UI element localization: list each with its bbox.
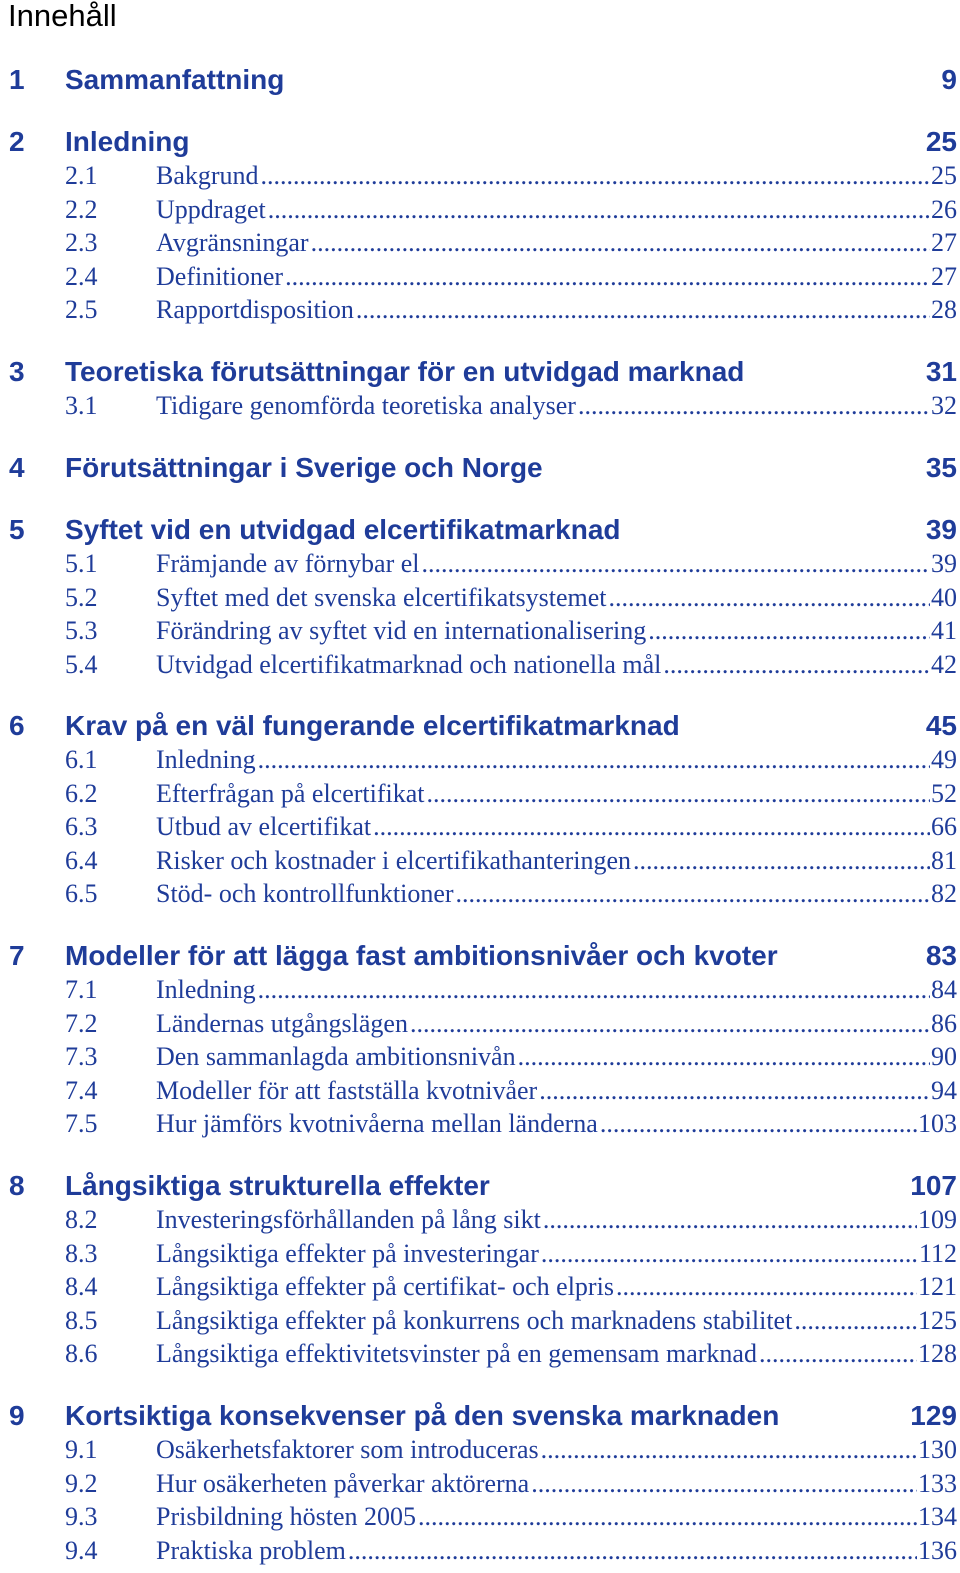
toc-section-entry[interactable]	[0, 1337, 960, 1371]
section-page-number: 49	[931, 745, 957, 774]
chapter-page-number: 39	[925, 514, 957, 545]
section-title: Förändring av syftet vid en internationalisering	[156, 616, 647, 645]
section-leader-line	[156, 260, 957, 294]
section-title: Främjande av förnybar el	[156, 549, 420, 578]
section-title: Stöd- och kontrollfunktioner	[156, 879, 454, 908]
toc-chapter-entry[interactable]	[0, 1168, 960, 1204]
section-title: Den sammanlagda ambitionsnivån	[156, 1042, 516, 1071]
toc-chapter-entry[interactable]	[0, 938, 960, 974]
section-number: 8.2	[65, 1205, 98, 1234]
section-leader-line	[156, 1270, 957, 1304]
dot-leader	[609, 581, 930, 615]
section-title: Avgränsningar	[156, 228, 309, 257]
section-number: 6.5	[65, 879, 98, 908]
dot-leader	[543, 1203, 917, 1237]
dot-leader	[794, 1304, 917, 1338]
section-page-number: 28	[931, 295, 957, 324]
dot-leader	[356, 293, 930, 327]
section-page-number: 112	[918, 1239, 957, 1268]
section-title: Rapportdisposition	[156, 295, 354, 324]
section-page-number: 27	[931, 262, 957, 291]
section-number: 2.1	[65, 161, 98, 190]
section-leader-line	[156, 1500, 957, 1534]
chapter-page-number: 107	[910, 1170, 957, 1201]
toc-section-entry[interactable]	[0, 547, 960, 581]
chapter-title: Teoretiska förutsättningar för en utvidgad marknad	[65, 356, 745, 387]
section-title: Långsiktiga effektivitetsvinster på en gemensam marknad	[156, 1339, 757, 1368]
section-page-number: 84	[931, 975, 957, 1004]
toc-section-entry[interactable]	[0, 743, 960, 777]
section-title: Långsiktiga effekter på certifikat- och elpris	[156, 1272, 614, 1301]
chapter-number: 4	[9, 452, 25, 483]
section-number: 5.1	[65, 549, 98, 578]
chapter-page-number: 35	[925, 452, 957, 483]
toc-chapter-entry[interactable]	[0, 354, 960, 390]
dot-leader	[422, 547, 930, 581]
section-leader-line	[156, 1074, 957, 1108]
toc-section-entry[interactable]	[0, 1534, 960, 1568]
section-title: Syftet med det svenska elcertifikatsystemet	[156, 583, 607, 612]
section-leader-line	[156, 293, 957, 327]
section-leader-line	[156, 877, 957, 911]
section-leader-line	[156, 743, 957, 777]
section-page-number: 26	[931, 195, 957, 224]
chapter-title: Modeller för att lägga fast ambitionsnivåer och kvoter	[65, 940, 778, 971]
section-number: 2.5	[65, 295, 98, 324]
chapter-page-number: 45	[925, 710, 957, 741]
toc-section-entry[interactable]	[0, 1500, 960, 1534]
chapter-title: Krav på en väl fungerande elcertifikatmarknad	[65, 710, 680, 741]
section-number: 2.4	[65, 262, 98, 291]
dot-leader	[759, 1337, 917, 1371]
toc-section-entry[interactable]	[0, 1304, 960, 1338]
toc-section-entry[interactable]	[0, 1007, 960, 1041]
section-leader-line	[156, 1467, 957, 1501]
chapter-number: 1	[9, 64, 25, 95]
toc-section-entry[interactable]	[0, 293, 960, 327]
section-number: 5.4	[65, 650, 98, 679]
section-number: 9.2	[65, 1469, 98, 1498]
chapter-number: 3	[9, 356, 25, 387]
dot-leader	[261, 159, 930, 193]
section-leader-line	[156, 1040, 957, 1074]
section-title: Praktiska problem	[156, 1536, 346, 1565]
page-title: Innehåll	[8, 0, 117, 33]
section-leader-line	[156, 1433, 957, 1467]
section-title: Hur jämförs kvotnivåerna mellan länderna	[156, 1109, 598, 1138]
section-title: Inledning	[156, 745, 256, 774]
toc-section-entry[interactable]	[0, 159, 960, 193]
chapter-page-number: 9	[941, 64, 957, 95]
section-page-number: 66	[931, 812, 957, 841]
section-leader-line	[156, 1337, 957, 1371]
section-page-number: 130	[918, 1435, 957, 1464]
section-leader-line	[156, 614, 957, 648]
section-number: 9.3	[65, 1502, 98, 1531]
section-leader-line	[156, 1007, 957, 1041]
toc-section-entry[interactable]	[0, 1433, 960, 1467]
section-number: 6.1	[65, 745, 98, 774]
section-number: 9.4	[65, 1536, 98, 1565]
section-title: Utvidgad elcertifikatmarknad och nationella mål	[156, 650, 662, 679]
section-number: 7.2	[65, 1009, 98, 1038]
chapter-number: 9	[9, 1400, 25, 1431]
dot-leader	[456, 877, 930, 911]
section-leader-line	[156, 1237, 957, 1271]
dot-leader	[541, 1237, 918, 1271]
chapter-page-number: 31	[925, 356, 957, 387]
section-page-number: 41	[931, 616, 957, 645]
dot-leader	[410, 1007, 930, 1041]
section-page-number: 136	[918, 1536, 957, 1565]
toc-section-entry[interactable]	[0, 1040, 960, 1074]
section-number: 8.3	[65, 1239, 98, 1268]
section-page-number: 90	[931, 1042, 957, 1071]
chapter-page-number: 83	[925, 940, 957, 971]
section-number: 5.2	[65, 583, 98, 612]
chapter-page-number: 25	[925, 126, 957, 157]
section-page-number: 32	[931, 391, 957, 420]
section-leader-line	[156, 810, 957, 844]
section-leader-line	[156, 581, 957, 615]
section-page-number: 27	[931, 228, 957, 257]
section-leader-line	[156, 159, 957, 193]
section-leader-line	[156, 648, 957, 682]
section-page-number: 25	[931, 161, 957, 190]
section-page-number: 81	[931, 846, 957, 875]
chapter-number: 6	[9, 710, 25, 741]
toc-section-entry[interactable]	[0, 260, 960, 294]
section-leader-line	[156, 1304, 957, 1338]
toc-chapter-entry[interactable]	[0, 124, 960, 160]
toc-section-entry[interactable]	[0, 1203, 960, 1237]
dot-leader	[648, 614, 930, 648]
section-leader-line	[156, 1534, 957, 1568]
section-leader-line	[156, 777, 957, 811]
section-number: 6.4	[65, 846, 98, 875]
toc-chapter-entry[interactable]	[0, 62, 960, 98]
section-page-number: 121	[918, 1272, 957, 1301]
toc-chapter-entry[interactable]	[0, 450, 960, 486]
section-page-number: 103	[918, 1109, 957, 1138]
toc-section-entry[interactable]	[0, 226, 960, 260]
section-leader-line	[156, 1203, 957, 1237]
section-title: Inledning	[156, 975, 256, 1004]
section-page-number: 125	[918, 1306, 957, 1335]
dot-leader	[258, 743, 930, 777]
dot-leader	[541, 1433, 917, 1467]
chapter-title: Sammanfattning	[65, 64, 285, 95]
toc-section-entry[interactable]	[0, 1074, 960, 1108]
section-title: Uppdraget	[156, 195, 266, 224]
section-page-number: 86	[931, 1009, 957, 1038]
dot-leader	[518, 1040, 930, 1074]
dot-leader	[616, 1270, 917, 1304]
chapter-number: 5	[9, 514, 25, 545]
section-number: 7.1	[65, 975, 98, 1004]
section-number: 8.4	[65, 1272, 98, 1301]
chapter-title: Förutsättningar i Sverige och Norge	[65, 452, 543, 483]
chapter-title: Långsiktiga strukturella effekter	[65, 1170, 490, 1201]
section-number: 9.1	[65, 1435, 98, 1464]
toc-section-entry[interactable]	[0, 648, 960, 682]
section-page-number: 40	[931, 583, 957, 612]
chapter-title: Inledning	[65, 126, 190, 157]
section-page-number: 133	[918, 1469, 957, 1498]
dot-leader	[531, 1467, 917, 1501]
chapter-number: 2	[9, 126, 25, 157]
toc-section-entry[interactable]	[0, 389, 960, 423]
toc-section-entry[interactable]	[0, 193, 960, 227]
toc-section-entry[interactable]	[0, 777, 960, 811]
section-page-number: 82	[931, 879, 957, 908]
dot-leader	[663, 648, 930, 682]
dot-leader	[373, 810, 930, 844]
section-leader-line	[156, 1107, 957, 1141]
section-page-number: 128	[918, 1339, 957, 1368]
section-page-number: 39	[931, 549, 957, 578]
toc-section-entry[interactable]	[0, 844, 960, 878]
toc-section-entry[interactable]	[0, 1107, 960, 1141]
dot-leader	[633, 844, 930, 878]
toc-section-entry[interactable]	[0, 1467, 960, 1501]
section-leader-line	[156, 547, 957, 581]
section-number: 7.3	[65, 1042, 98, 1071]
section-title: Långsiktiga effekter på investeringar	[156, 1239, 539, 1268]
toc-chapter-entry[interactable]	[0, 708, 960, 744]
section-title: Långsiktiga effekter på konkurrens och marknadens stabilitet	[156, 1306, 793, 1335]
section-number: 3.1	[65, 391, 98, 420]
toc-section-entry[interactable]	[0, 1270, 960, 1304]
section-number: 7.4	[65, 1076, 98, 1105]
section-title: Hur osäkerheten påverkar aktörerna	[156, 1469, 530, 1498]
section-title: Osäkerhetsfaktorer som introduceras	[156, 1435, 539, 1464]
section-page-number: 94	[931, 1076, 957, 1105]
dot-leader	[427, 777, 931, 811]
dot-leader	[258, 973, 930, 1007]
section-title: Prisbildning hösten 2005	[156, 1502, 417, 1531]
section-title: Ländernas utgångslägen	[156, 1009, 408, 1038]
toc-chapter-entry[interactable]	[0, 1398, 960, 1434]
chapter-number: 7	[9, 940, 25, 971]
dot-leader	[578, 389, 930, 423]
section-number: 5.3	[65, 616, 98, 645]
dot-leader	[418, 1500, 917, 1534]
section-leader-line	[156, 844, 957, 878]
toc-section-entry[interactable]	[0, 877, 960, 911]
section-page-number: 52	[931, 779, 957, 808]
dot-leader	[311, 226, 930, 260]
dot-leader	[285, 260, 930, 294]
section-title: Bakgrund	[156, 161, 259, 190]
chapter-number: 8	[9, 1170, 25, 1201]
section-title: Tidigare genomförda teoretiska analyser	[156, 391, 576, 420]
section-leader-line	[156, 226, 957, 260]
section-page-number: 42	[931, 650, 957, 679]
section-page-number: 109	[918, 1205, 957, 1234]
section-title: Definitioner	[156, 262, 284, 291]
chapter-page-number: 129	[910, 1400, 957, 1431]
section-title: Modeller för att fastställa kvotnivåer	[156, 1076, 538, 1105]
section-title: Investeringsförhållanden på lång sikt	[156, 1205, 541, 1234]
section-number: 2.2	[65, 195, 98, 224]
section-page-number: 134	[918, 1502, 957, 1531]
section-leader-line	[156, 389, 957, 423]
chapter-title: Kortsiktiga konsekvenser på den svenska marknaden	[65, 1400, 780, 1431]
dot-leader	[539, 1074, 930, 1108]
section-title: Utbud av elcertifikat	[156, 812, 372, 841]
section-leader-line	[156, 193, 957, 227]
dot-leader	[600, 1107, 917, 1141]
chapter-title: Syftet vid en utvidgad elcertifikatmarknad	[65, 514, 621, 545]
section-leader-line	[156, 973, 957, 1007]
toc-chapter-entry[interactable]	[0, 512, 960, 548]
toc-section-entry[interactable]	[0, 614, 960, 648]
section-number: 8.6	[65, 1339, 98, 1368]
toc-section-entry[interactable]	[0, 581, 960, 615]
toc-section-entry[interactable]	[0, 973, 960, 1007]
dot-leader	[348, 1534, 917, 1568]
section-number: 7.5	[65, 1109, 98, 1138]
toc-section-entry[interactable]	[0, 1237, 960, 1271]
toc-section-entry[interactable]	[0, 810, 960, 844]
dot-leader	[268, 193, 930, 227]
section-title: Efterfrågan på elcertifikat	[156, 779, 425, 808]
section-number: 6.3	[65, 812, 98, 841]
section-number: 2.3	[65, 228, 98, 257]
section-title: Risker och kostnader i elcertifikathanteringen	[156, 846, 632, 875]
section-number: 8.5	[65, 1306, 98, 1335]
section-number: 6.2	[65, 779, 98, 808]
